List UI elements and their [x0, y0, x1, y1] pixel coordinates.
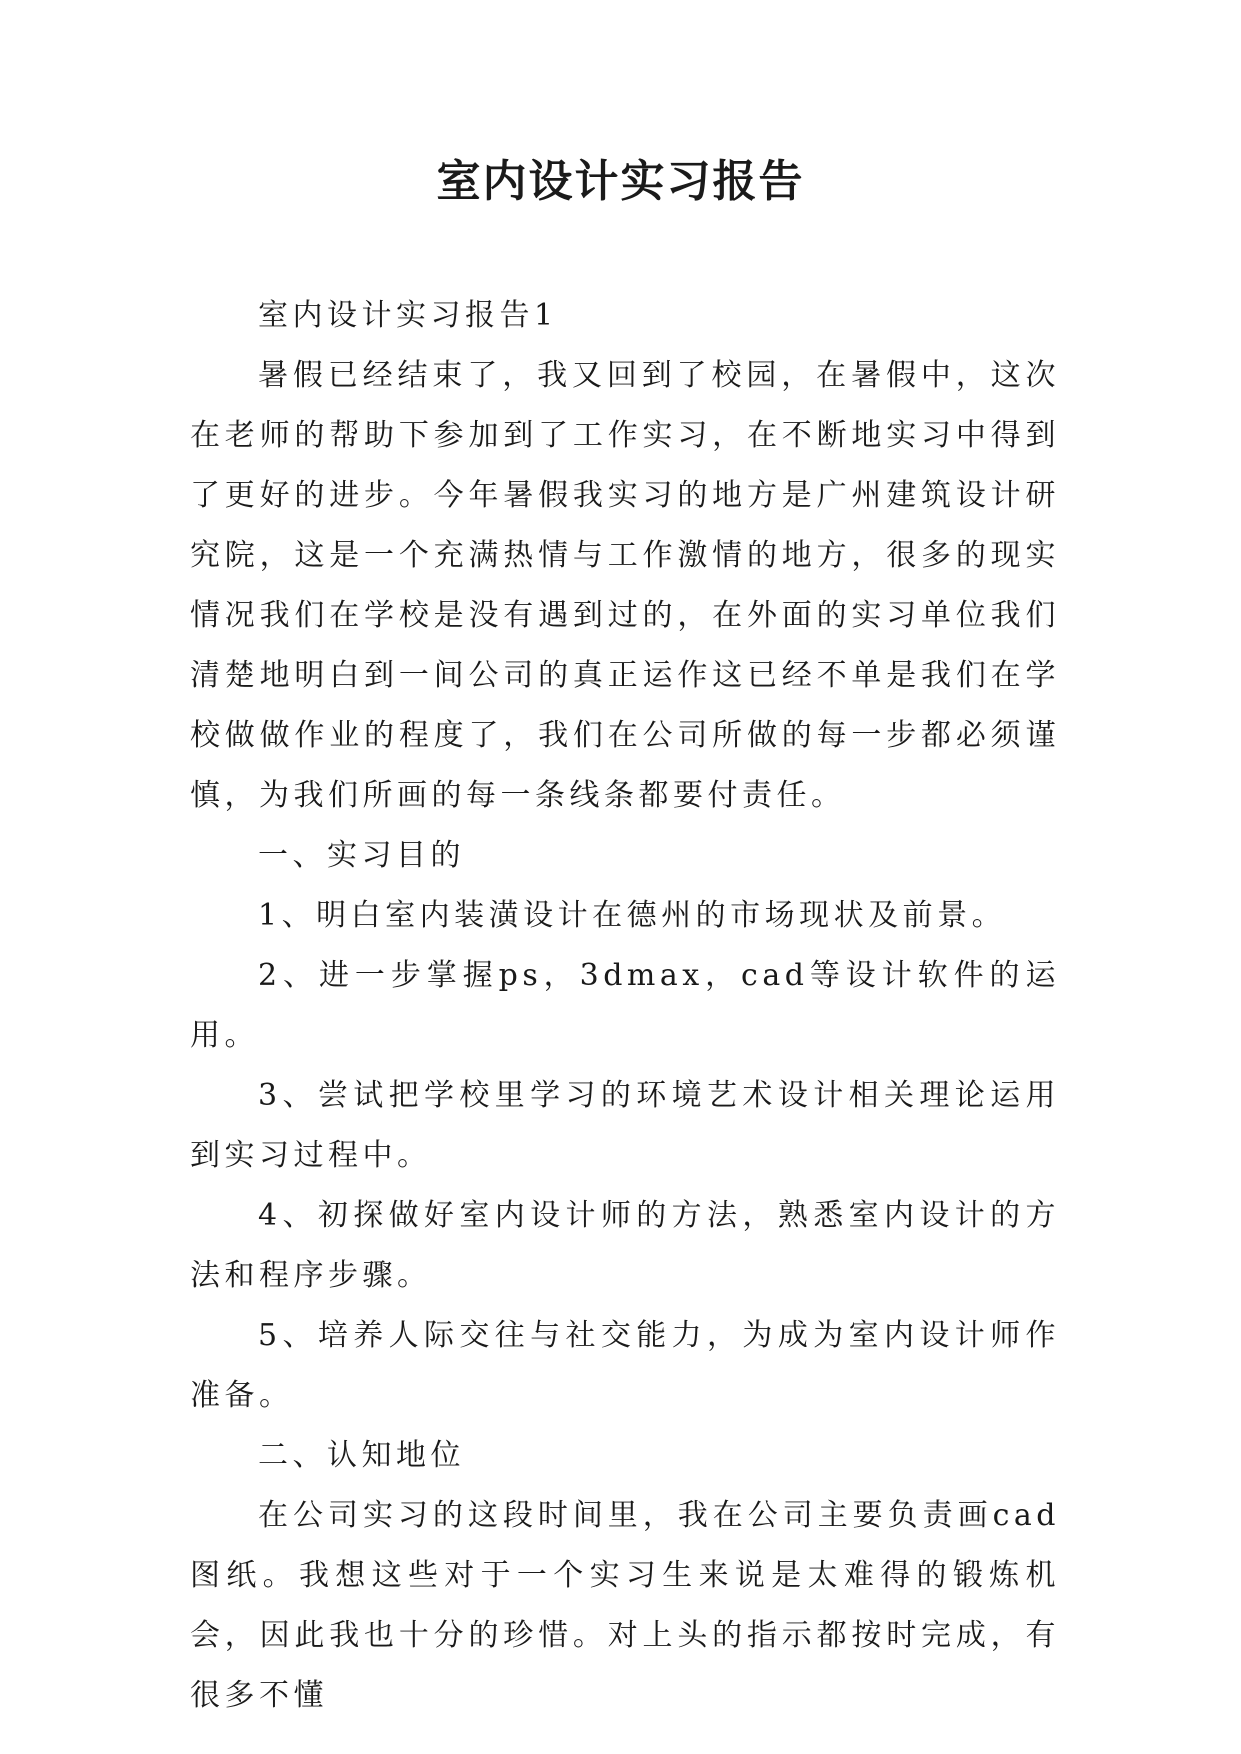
section-heading-cognition: 二、认知地位 — [258, 1438, 465, 1473]
document-body — [190, 286, 1060, 1726]
goal-item: 2、进一步掌握ps，3dmax，cad等设计软件的运用。 — [190, 958, 1060, 1053]
intro-paragraph: 暑假已经结束了，我又回到了校园，在暑假中，这次在老师的帮助下参加到了工作实习，在不断地实习中得到了更好的进步。今年暑假我实习的地方是广州建筑设计研究院，这是一个充满热情与工作激情的地方，很多的现实情况我们在学校是没有遇到过的，在外面的实习单位我们清楚地明白到一间公司的真正运作这已经不单是我们在学校做做作业的程度了，我们在公司所做的每一步都必须谨慎，为我们所画的每一条线条都要付责任。 — [190, 358, 1060, 813]
report-subtitle: 室内设计实习报告1 — [258, 298, 558, 333]
document-title: 室内设计实习报告 — [436, 156, 805, 207]
goal-item: 4、初探做好室内设计师的方法，熟悉室内设计的方法和程序步骤。 — [190, 1198, 1060, 1293]
cognition-paragraph: 在公司实习的这段时间里，我在公司主要负责画cad图纸。我想这些对于一个实习生来说是太难得的锻炼机会，因此我也十分的珍惜。对上头的指示都按时完成，有很多不懂 — [190, 1498, 1060, 1713]
section-heading-goals: 一、实习目的 — [258, 838, 465, 873]
goal-item: 5、培养人际交往与社交能力，为成为室内设计师作准备。 — [190, 1318, 1060, 1413]
goal-item: 3、尝试把学校里学习的环境艺术设计相关理论运用到实习过程中。 — [190, 1078, 1060, 1173]
goal-item: 1、明白室内装潢设计在德州的市场现状及前景。 — [258, 898, 1007, 933]
